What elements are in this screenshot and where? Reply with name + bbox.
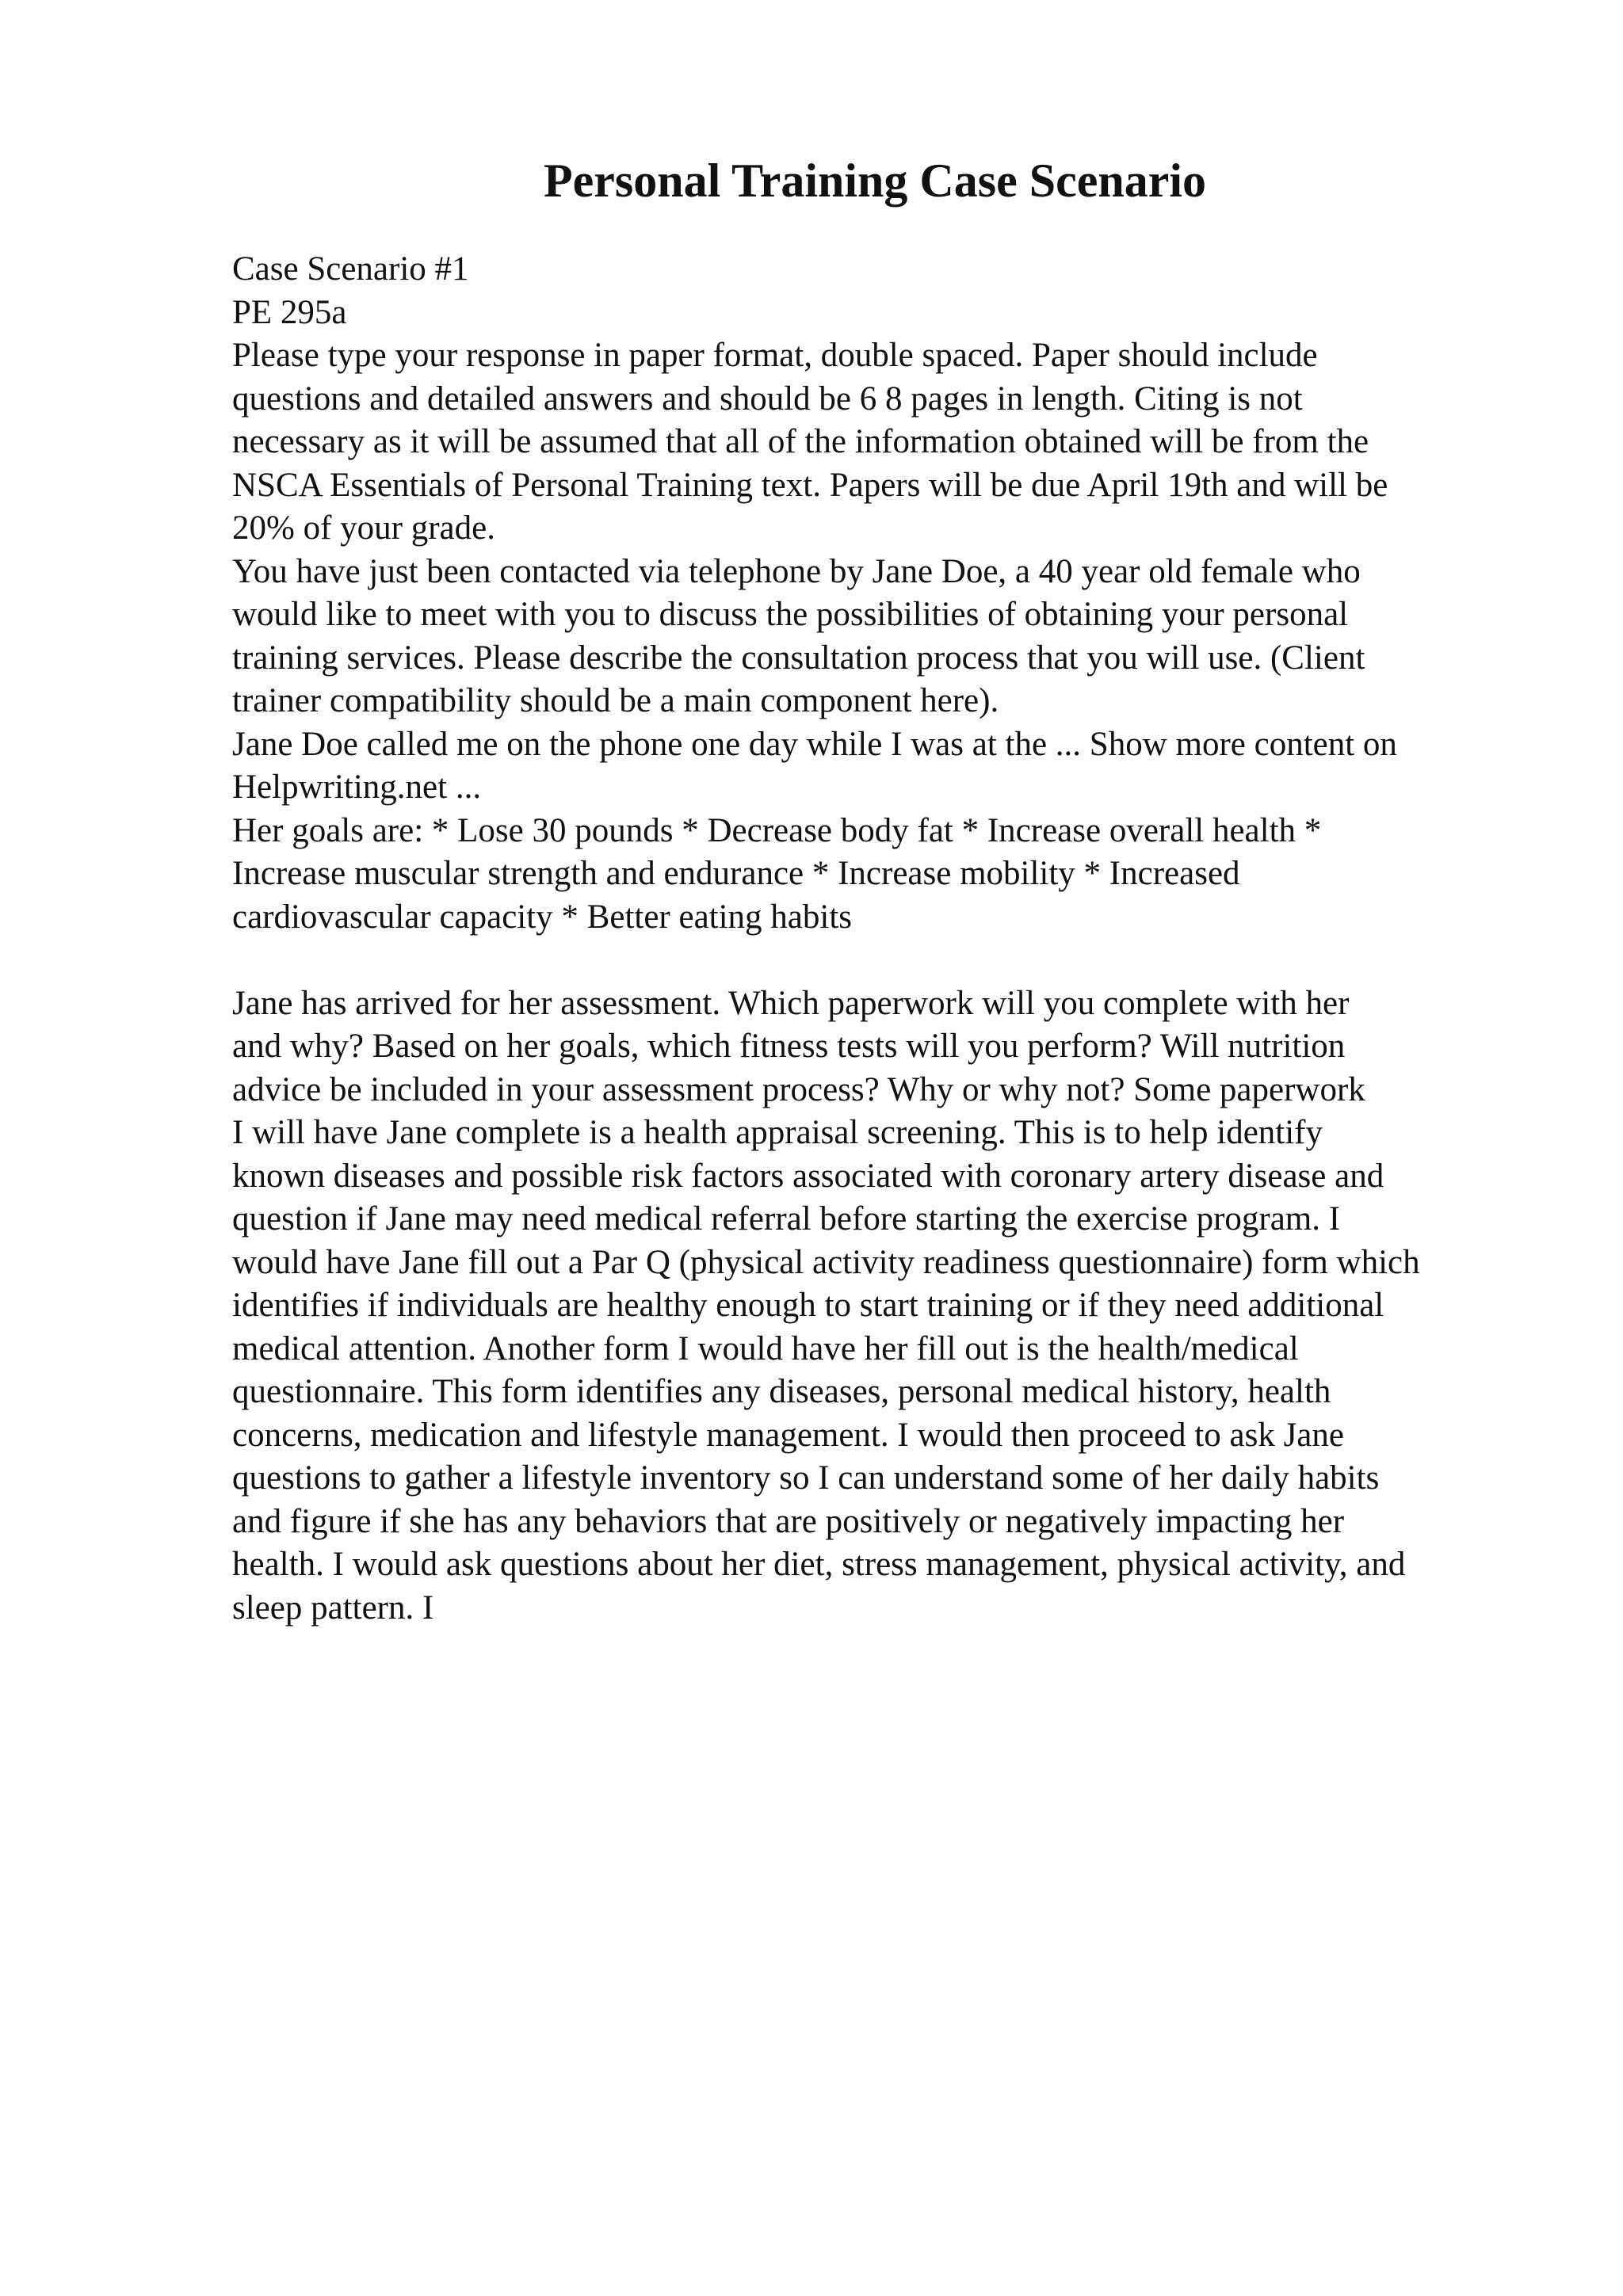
text-line: NSCA Essentials of Personal Training text. Papers will be due April 19th and will be <box>232 466 1388 504</box>
document-body <box>232 248 1532 1630</box>
text-line: Please type your response in paper format, double spaced. Paper should include <box>232 337 1318 374</box>
text-line: concerns, medication and lifestyle management. I would then proceed to ask Jane <box>232 1416 1344 1454</box>
text-line: Jane has arrived for her assessment. Which paperwork will you complete with her <box>232 984 1350 1022</box>
text-line: and figure if she has any behaviors that are positively or negatively impacting her <box>232 1502 1345 1540</box>
text-line: would like to meet with you to discuss the possibilities of obtaining your personal <box>232 596 1349 633</box>
text-line: Increase muscular strength and endurance * Increase mobility * Increased <box>232 855 1240 892</box>
text-line: advice be included in your assessment process? Why or why not? Some paperwork <box>232 1070 1365 1108</box>
text-line: training services. Please describe the consultation process that you will use. (Client <box>232 639 1365 677</box>
text-line: medical attention. Another form I would have her fill out is the health/medical <box>232 1329 1299 1367</box>
text-line: PE 295a <box>232 293 347 331</box>
text-line: Case Scenario #1 <box>232 250 469 288</box>
text-line: questions to gather a lifestyle inventory so I can understand some of her daily habits <box>232 1459 1380 1497</box>
text-line: questions and detailed answers and should be 6 8 pages in length. Citing is not <box>232 379 1303 418</box>
text-line: You have just been contacted via telephone by Jane Doe, a 40 year old female who <box>232 552 1361 590</box>
text-line: known diseases and possible risk factors associated with coronary artery disease and <box>232 1157 1384 1195</box>
text-line: Jane Doe called me on the phone one day while I was at the ... Show more content on <box>232 725 1397 763</box>
paragraph-gap <box>232 939 1532 982</box>
text-line: Her goals are: * Lose 30 pounds * Decrease body fat * Increase overall health * <box>232 811 1322 849</box>
text-line: Helpwriting.net ... <box>232 769 482 806</box>
text-line: 20% of your grade. <box>232 509 495 547</box>
text-line: sleep pattern. I <box>232 1589 434 1627</box>
document-title: Personal Training Case Scenario <box>543 154 1207 207</box>
text-line: health. I would ask questions about her diet, stress management, physical activity, and <box>232 1546 1406 1583</box>
text-line: necessary as it will be assumed that all of the information obtained will be from the <box>232 423 1369 460</box>
text-line: identifies if individuals are healthy enough to start training or if they need additional <box>232 1287 1384 1324</box>
text-line: question if Jane may need medical referral before starting the exercise program. I <box>232 1200 1341 1238</box>
text-line: cardiovascular capacity * Better eating habits <box>232 898 853 936</box>
text-line: and why? Based on her goals, which fitness tests will you perform? Will nutrition <box>232 1028 1346 1065</box>
text-line: would have Jane fill out a Par Q (physical activity readiness questionnaire) form which <box>232 1243 1420 1281</box>
text-line: trainer compatibility should be a main component here). <box>232 682 999 719</box>
text-line: I will have Jane complete is a health appraisal screening. This is to help identify <box>232 1114 1323 1151</box>
text-line: questionnaire. This form identifies any diseases, personal medical history, health <box>232 1373 1331 1410</box>
